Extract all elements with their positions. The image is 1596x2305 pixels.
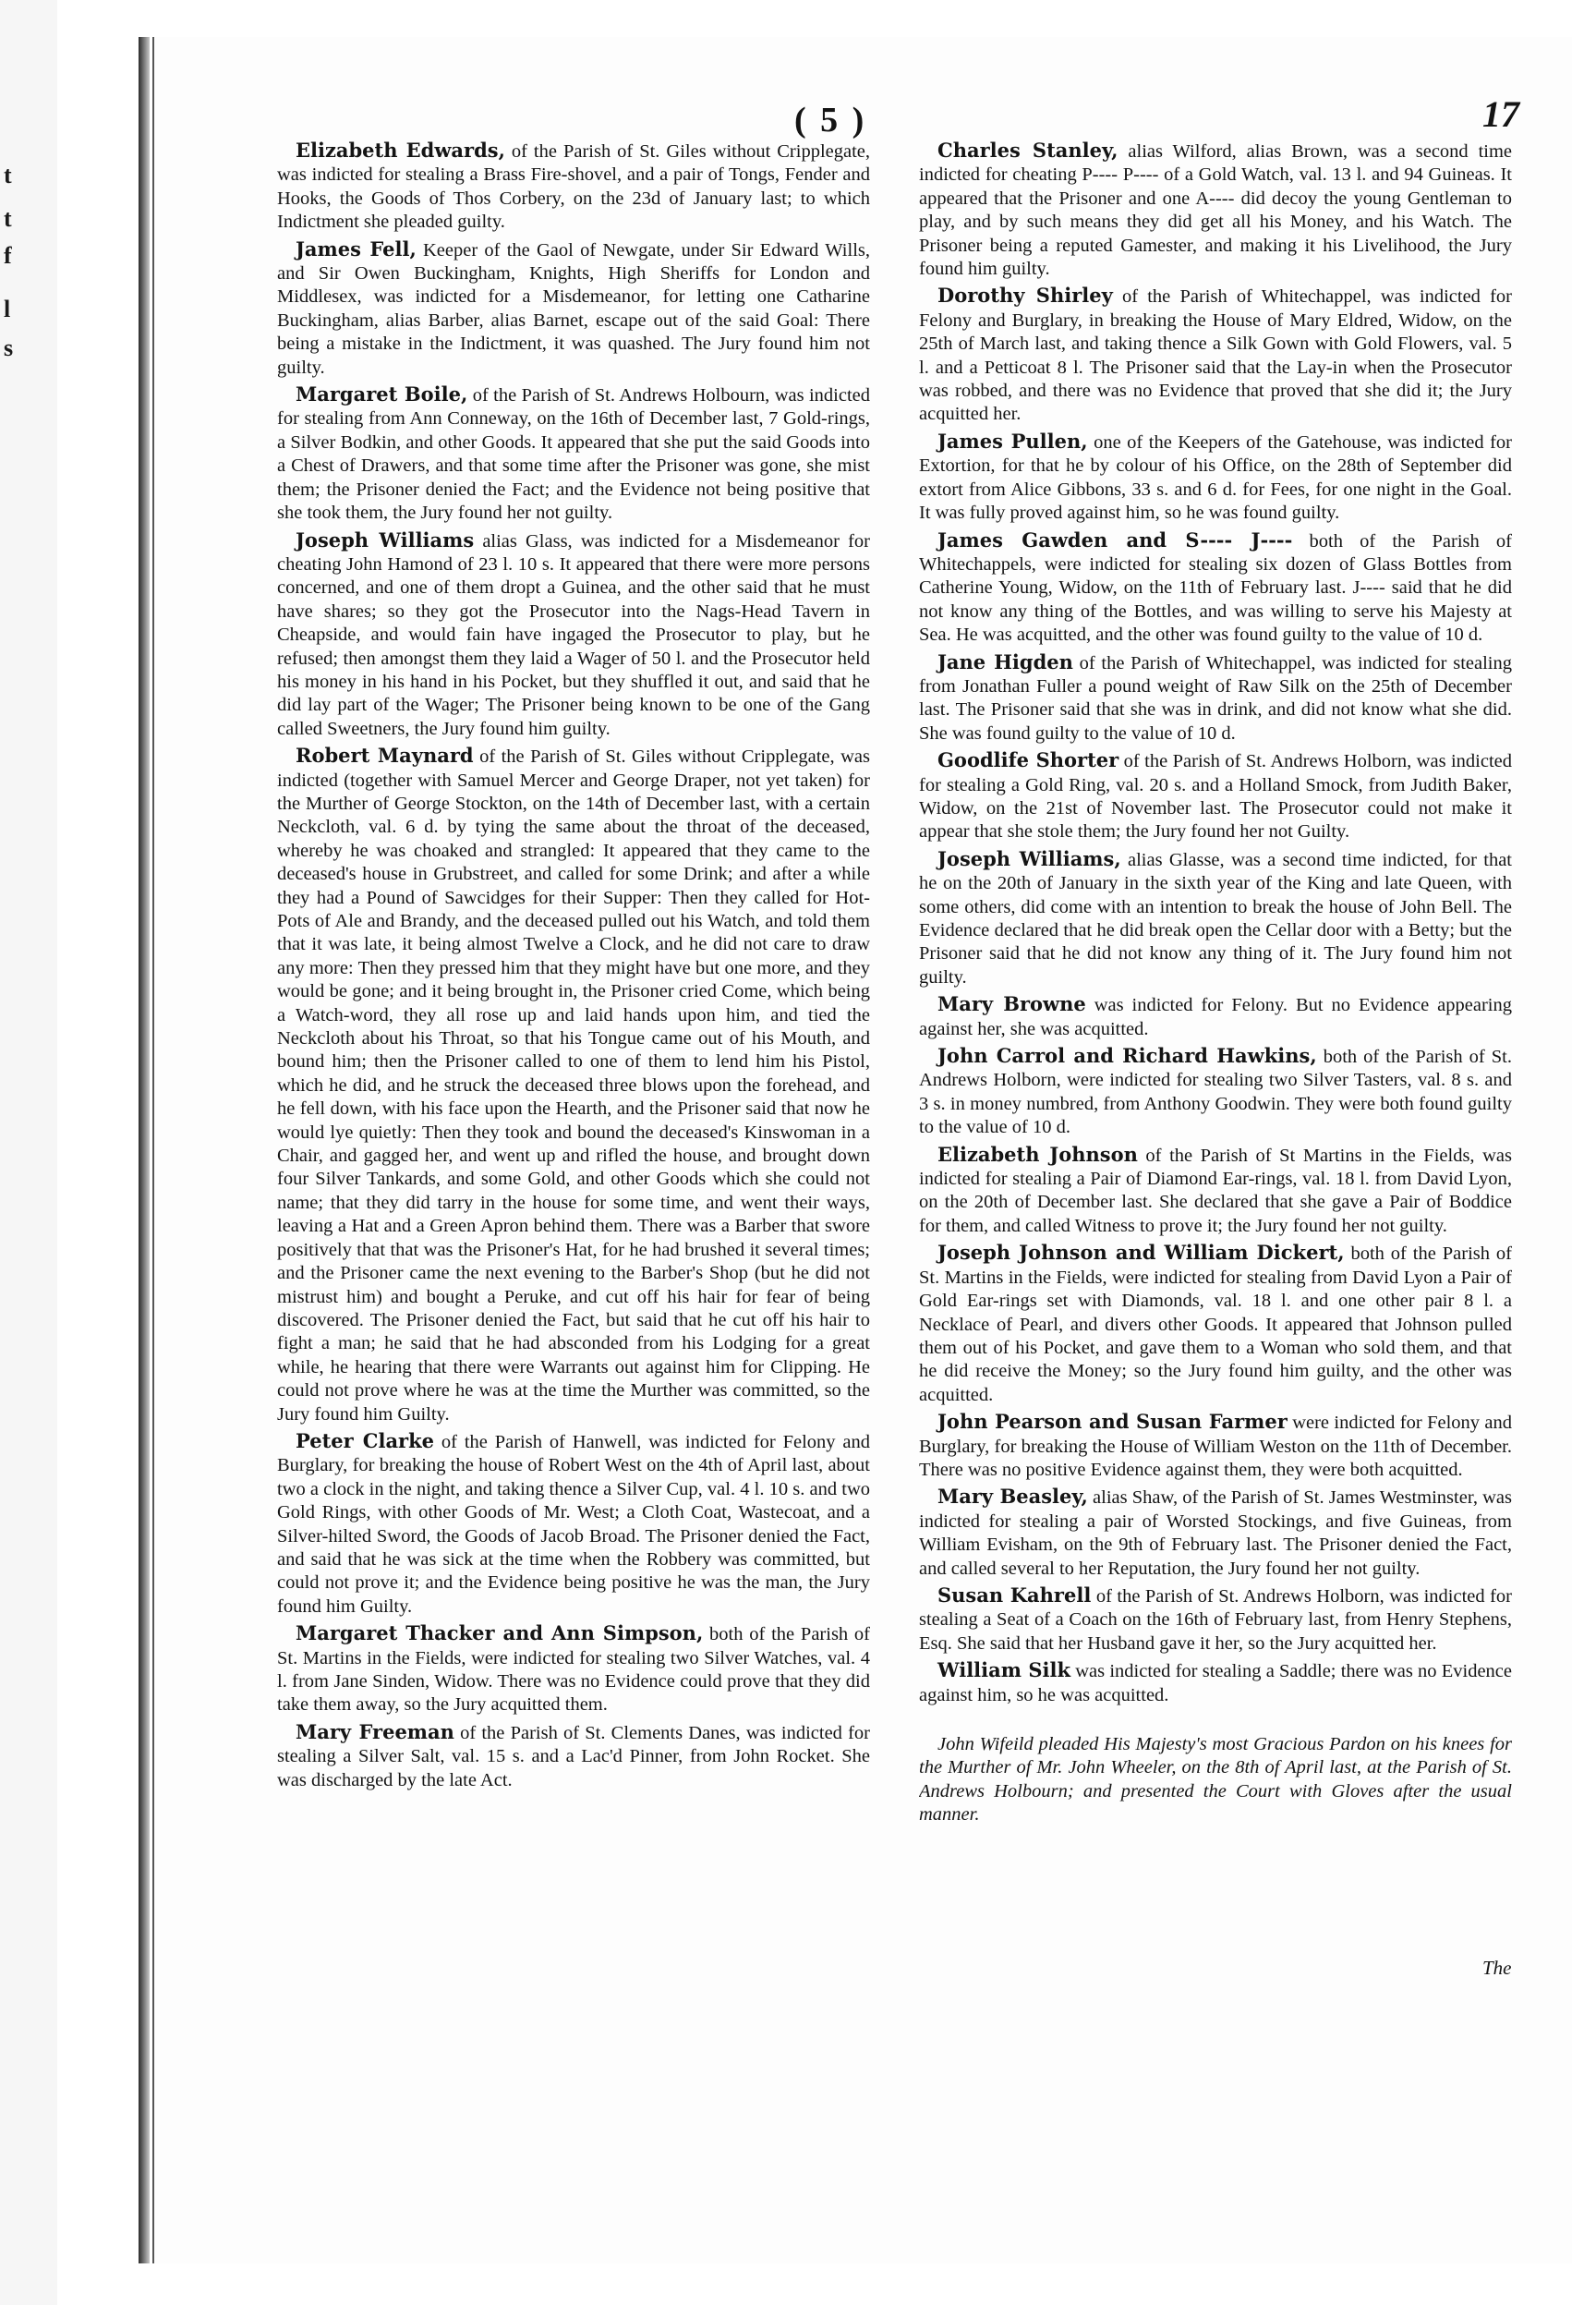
book-spine-shadow bbox=[139, 37, 150, 2263]
defendant-name: Dorothy Shirley bbox=[937, 284, 1113, 308]
defendant-name: Joseph Williams, bbox=[937, 846, 1121, 870]
entry-text: of the Parish of St. Giles without Cripplegate, was indicted (together with Samuel Mercer and George Draper, not yet taken) for the Murther of George Stockton, on the 14th of December last, with a certain Neckcloth, val. 6 d. by tying the same about the throat of the deceased, whereby he was choaked and strangled: It appeared that they came to the deceased's house in Grubstreet, and called for some Drink; and after a while they had a Pound of Sawcidges for their Supper: Then they called for Hot-Pots of Ale and Brandy, and the deceased pulled out his Watch, and told them that it was late, it being almost Twelve a Clock, and he did not care to draw any more: Then they pressed him that they might have but one more, and they would be gone; and it being brought in, the Prisoner cried Come, which being a Watch-word, they all rose up and laid hands upon him, and tied the Neckcloth about his Throat, so that his Tongue came out of his Mouth, and bound him; then the Prisoner called to one of them to lend him his Pistol, which he did, and he struck the deceased three blows upon the forehead, and he fell down, with his face upon the Hearth, and the Prisoner said that now he would lye quietly: Then they took and bound the deceased's Kinswoman in a Chair, and gagged her, and went up and rifled the house, and brought down four Silver Tankards, and some Gold, and other Goods which she could not name; that they did tarry in the house for some time, and went their ways, leaving a Hat and a Green Apron behind them. There was a Barber that swore positively that that was the Prisoner's Hat, for he had brushed it several times; and the Prisoner came the next evening to the Barber's Shop (but he did not mistrust him) and bought a Peruke, and cut off his hair for fear of being discovered. The Prisoner denied the Fact, but said that he cut off his hair to fight a man; he said that he had absconded from his Lodging for a great while, he hearing that there were Warrants out against him for Clipping. He could not prove where he was at the time the Murther was committed, so the Jury found him Guilty. bbox=[277, 746, 870, 1425]
entry-text: Keeper of the Gaol of Newgate, under Sir Edward Wills, and Sir Owen Buckingham, Knights, High Sheriffs for London and Middlesex, was indicted for a Misdemeanor, for letting one Catharine Buckingham, alias Barber, alias Barnet, escape out of the said Goal: There being a mistake in the Indictment, it was quashed. The Jury found him not guilty. bbox=[277, 239, 870, 378]
margin-fragment: t bbox=[4, 162, 12, 188]
defendant-name: William Silk bbox=[937, 1658, 1071, 1682]
catchword: The bbox=[1482, 1957, 1512, 1979]
defendant-name: Margaret Thacker and Ann Simpson, bbox=[296, 1621, 704, 1645]
trial-entry bbox=[919, 1583, 1512, 1656]
defendant-name: Mary Beasley, bbox=[937, 1485, 1088, 1509]
trial-entry bbox=[277, 382, 870, 525]
trial-entry bbox=[919, 847, 1512, 989]
entry-text: of the Parish of Whitechappel, was indicted for Felony and Burglary, in breaking the House of Mary Eldred, Widow, on the 25th of March last, and taking thence a Silk Gown with Gold Flowers, val. 5 l. and a Petticoat 8 l. The Prisoner said that the Lay-in when the Prosecutor was robbed, and there was no Evidence that proved that she did it; the Jury acquitted her. bbox=[919, 286, 1512, 425]
defendant-name: Robert Maynard bbox=[296, 744, 474, 768]
defendant-name: Margaret Boile, bbox=[296, 382, 468, 406]
defendant-name: Goodlife Shorter bbox=[937, 748, 1119, 772]
margin-fragment: t bbox=[4, 205, 12, 232]
trial-entry bbox=[919, 139, 1512, 281]
entry-text: of the Parish of St. Andrews Holborn, was indicted for stealing a Gold Ring, val. 20 s. and a Holland Smock, from Judith Baker, Widow, on the 21st of November last. The Prosecutor could not make it appear that she stole them; the Jury found her not Guilty. bbox=[919, 751, 1512, 843]
defendant-name: John Carrol and Richard Hawkins, bbox=[937, 1044, 1317, 1068]
trial-entry bbox=[919, 1485, 1512, 1581]
entry-text: both of the Parish of St. Andrews Holborn, were indicted for stealing two Silver Tasters, val. 8 s. and 3 s. in money numbred, from Anthony Goodwin. They were both found guilty to the value of 10 d. bbox=[919, 1047, 1512, 1138]
trial-entry bbox=[277, 1720, 870, 1792]
defendant-name: Susan Kahrell bbox=[937, 1583, 1092, 1607]
defendant-name: Jane Higden bbox=[937, 649, 1073, 673]
right-column-entries bbox=[919, 139, 1512, 1707]
entry-text: of the Parish of Whitechappel, was indicted for stealing from Jonathan Fuller a pound weight of Raw Silk on the 25th of December last. The Prisoner said that she was in drink, and did not know what she did. She was found guilty to the value of 10 d. bbox=[919, 652, 1512, 744]
trial-entry bbox=[919, 650, 1512, 746]
trial-entry bbox=[919, 284, 1512, 426]
entry-text: alias Glasse, was a second time indicted, for that he on the 20th of January in the sixth year of the King and late Queen, with some others, did come with an intention to break the house of John Bell. The Evidence declared that he did break open the Cellar door with a Betty; but the Prisoner said that he did not know any thing of it. The Jury found him not guilty. bbox=[919, 849, 1512, 988]
trial-entry bbox=[277, 139, 870, 235]
entry-text: of the Parish of St Martins in the Fields, was indicted for stealing a Pair of Diamond Ear-rings, val. 18 l. from David Lyon, on the 20th of December last. She declared that she gave a Pair of Boddice for them, and called Witness to prove it; the Jury found her not guilty. bbox=[919, 1145, 1512, 1236]
page-number: ( 5 ) bbox=[794, 101, 867, 140]
trial-entry bbox=[277, 237, 870, 380]
defendant-name: Elizabeth Johnson bbox=[937, 1142, 1138, 1166]
folio-number: 17 bbox=[1482, 93, 1519, 135]
entry-text: was indicted for stealing a Saddle; there was no Evidence against him, so he was acquitted. bbox=[919, 1661, 1512, 1705]
defendant-name: Joseph Johnson and William Dickert, bbox=[937, 1241, 1345, 1265]
trial-entry bbox=[919, 430, 1512, 526]
entry-text: alias Shaw, of the Parish of St. James Westminster, was indicted for stealing a pair of Worsted Stockings, and five Guineas, from William Evisham, on the 9th of February last. The Prisoner denied the Fact, and called several to her Reputation, the Jury found her not guilty. bbox=[919, 1487, 1512, 1579]
trial-entry bbox=[277, 1621, 870, 1717]
trial-entry bbox=[919, 1241, 1512, 1407]
defendant-name: James Fell, bbox=[296, 237, 417, 261]
entry-text: of the Parish of St. Andrews Holborn, was indicted for stealing a Seat of a Coach on the 16th of February last, from Henry Stephens, Esq. She said that her Husband gave it her, so the Jury acquitted her. bbox=[919, 1585, 1512, 1654]
trial-entry bbox=[277, 744, 870, 1426]
defendant-name: Joseph Williams bbox=[296, 528, 475, 552]
entry-text: both of the Parish of St. Martins in the Fields, were indicted for stealing two Silver Watches, val. 4 l. from Jane Sinden, Widow. There was no Evidence could prove that they did take them away, so the Jury acquitted them. bbox=[277, 1624, 870, 1716]
margin-fragment: s bbox=[4, 334, 14, 361]
entry-text: alias Wilford, alias Brown, was a second time indicted for cheating P---- P---- of a Gold Watch, val. 13 l. and 94 Guineas. It appeared that the Prisoner and one A---- did decoy the young Gentleman to play, and by such means they did get all his Money, and his Watch. The Prisoner being a reputed Gamester, and making it his Livelihood, the Jury found him guilty. bbox=[919, 141, 1512, 280]
defendant-name: James Gawden and S---- J---- bbox=[937, 528, 1293, 552]
entry-text: of the Parish of St. Clements Danes, was indicted for stealing a Silver Salt, val. 15 s. and a Lac'd Pinner, from John Rocket. She was discharged by the late Act. bbox=[277, 1722, 870, 1790]
trial-entry bbox=[277, 528, 870, 742]
margin-fragment: l bbox=[4, 296, 11, 322]
trial-entry bbox=[919, 1658, 1512, 1707]
entry-text: was indicted for Felony. But no Evidence appearing against her, she was acquitted. bbox=[919, 995, 1512, 1039]
entry-text: both of the Parish of St. Martins in the Fields, were indicted for stealing from David Lyon a Pair of Gold Ear-rings set with Diamonds, val. 18 l. and one other pair 8 l. a Necklace of Pearl, and divers other Goods. It appeared that Johnson pulled them out of his Pocket, and gave them to a Woman who sold them, and that he did receive the Money; so the Jury found him guilty, and the other was acquitted. bbox=[919, 1243, 1512, 1405]
trial-entry bbox=[277, 1429, 870, 1619]
pardon-note: John Wifeild pleaded His Majesty's most Gracious Pardon on his knees for the Murther of Mr. John Wheeler, on the 8th of April last, at the Parish of St. Andrews Holbourn; and presented the Court with Gloves after the usual manner. bbox=[919, 1734, 1512, 1826]
entry-text: one of the Keepers of the Gatehouse, was indicted for Extortion, for that he by colour of his Office, on the 28th of September did extort from Alice Gibbons, 33 s. and 6 d. for Fees, for one night in the Goal. It was fully proved against him, so he was found guilty. bbox=[919, 431, 1512, 524]
previous-page-edge bbox=[0, 0, 57, 2305]
margin-fragment: f bbox=[4, 242, 12, 269]
defendant-name: Charles Stanley, bbox=[937, 139, 1118, 162]
left-column bbox=[277, 139, 870, 2153]
defendant-name: Mary Freeman bbox=[296, 1719, 454, 1743]
entry-text: alias Glass, was indicted for a Misdemeanor for cheating John Hamond of 23 l. 10 s. It appeared that there were more persons concerned, and one of them dropt a Guinea, and the other said that he must have shares; so they got the Prosecutor into the Nags-Head Tavern in Cheapside, and would fain have ingaged the Prosecutor to play, but he refused; then amongst them they laid a Wager of 50 l. and the Prosecutor held his money in his hand in his Pocket, but they shuffled it out, and said that he did lay part of the Wager; The Prisoner being known to be one of the Gang called Sweetners, the Jury found him guilty. bbox=[277, 530, 870, 739]
defendant-name: Peter Clarke bbox=[296, 1428, 435, 1452]
trial-entry bbox=[919, 748, 1512, 844]
defendant-name: James Pullen, bbox=[937, 429, 1088, 453]
defendant-name: Elizabeth Edwards, bbox=[296, 139, 505, 162]
entry-text: were indicted for Felony and Burglary, for breaking the House of William Weston on the 11th of December. There was no positive Evidence against them, they were both acquitted. bbox=[919, 1413, 1512, 1480]
trial-entry bbox=[919, 992, 1512, 1041]
trial-entry bbox=[919, 1410, 1512, 1482]
entry-text: of the Parish of St. Andrews Holbourn, was indicted for stealing from Ann Conneway, on the 16th of December last, 7 Gold-rings, a Silver Bodkin, and other Goods. It appeared that she put the said Goods into a Chest of Drawers, and that some time after the Prisoner was gone, she mist them; the Prisoner denied the Fact; and the Evidence not being positive that she took them, the Jury found her not guilty. bbox=[277, 385, 870, 524]
trial-entry bbox=[919, 1044, 1512, 1140]
trial-entry bbox=[919, 1143, 1512, 1239]
defendant-name: John Pearson and Susan Farmer bbox=[937, 1410, 1288, 1434]
entry-text: both of the Parish of Whitechappels, were indicted for stealing six dozen of Glass Bottles from Catherine Young, Widow, on the 11th of February last. J---- said that he did not know any thing of the Bottles, and was willing to serve his Majesty at Sea. He was acquitted, and the other was found guilty to the value of 10 d. bbox=[919, 530, 1512, 646]
entry-text: of the Parish of St. Giles without Cripplegate, was indicted for stealing a Brass Fire-shovel, and a pair of Tongs, Fender and Hooks, the Goods of Thos Corbery, on the 23d of January last; to which Indictment she pleaded guilty. bbox=[277, 141, 870, 233]
entry-text: of the Parish of Hanwell, was indicted for Felony and Burglary, for breaking the house of Robert West on the 4th of April last, about two a clock in the night, and taking thence a Silver Cup, val. 4 l. 10 s. and two Gold Rings, with other Goods of Mr. West; a Cloth Coat, Wastecoat, and a Silver-hilted Sword, the Goods of Jacob Broad. The Prisoner denied the Fact, and said that he was sick at the time when the Robbery was committed, but could not prove it; and the Evidence being positive he was the man, the Jury found him Guilty. bbox=[277, 1431, 870, 1617]
trial-entry bbox=[919, 528, 1512, 648]
defendant-name: Mary Browne bbox=[937, 992, 1086, 1016]
right-column bbox=[919, 139, 1512, 2153]
